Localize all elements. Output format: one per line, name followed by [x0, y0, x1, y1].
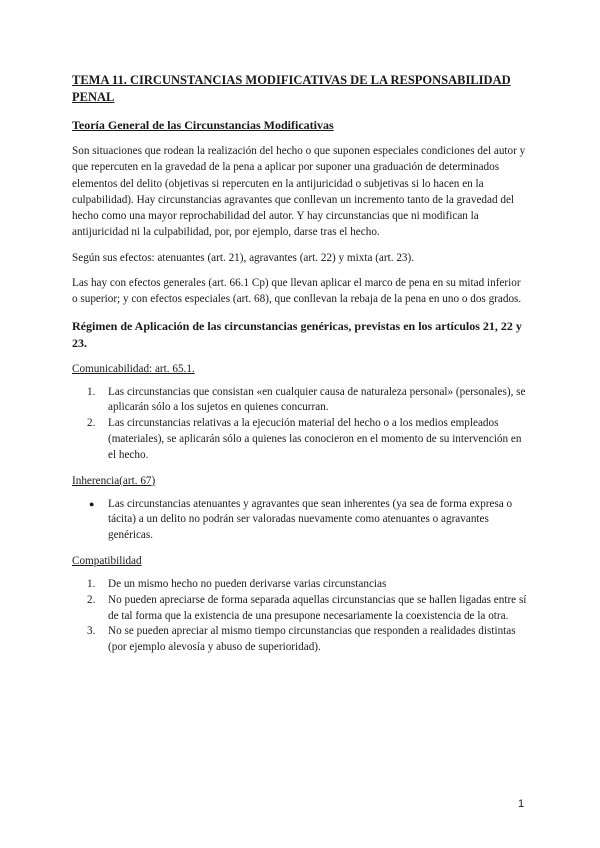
list-compatibilidad: [72, 577, 528, 656]
paragraph-segun-efectos: Según sus efectos: atenuantes (art. 21), agravantes (art. 22) y mixta (art. 23).: [72, 251, 415, 264]
page-content: [72, 72, 528, 656]
list-item-text: Las circunstancias atenuantes y agravantes que sean inherentes (ya sea de forma expresa o tácita) a un delito no podrán ser valoradas nuevamente como atenuantes o agravantes genéricas.: [108, 497, 513, 542]
list-item-text: Las circunstancias que consistan «en cualquier causa de naturaleza personal» (personales), se aplicarán sólo a los sujetos en quienes concurran.: [108, 385, 526, 414]
heading-regimen-aplicacion: Régimen de Aplicación de las circunstancias genéricas, previstas en los artículos 21, 22 y 23.: [72, 318, 522, 350]
document-title: TEMA 11. CIRCUNSTANCIAS MODIFICATIVAS DE LA RESPONSABILIDAD PENAL: [72, 73, 511, 104]
list-item: [72, 593, 528, 625]
label-inherencia: Inherencia(art. 67): [72, 474, 156, 487]
list-item-text: De un mismo hecho no pueden derivarse varias circunstancias: [108, 578, 387, 591]
list-item-text: No se pueden apreciar al mismo tiempo circunstancias que responden a realidades distintas (por ejemplo alevosía y abuso de superioridad).: [108, 625, 516, 654]
list-item: [72, 416, 528, 463]
list-marker: 1.: [87, 385, 96, 398]
list-item: [72, 577, 528, 593]
list-item: [72, 497, 528, 544]
label-comunicabilidad: Comunicabilidad: art. 65.1.: [72, 362, 195, 375]
list-marker: 1.: [87, 578, 96, 591]
bullet-icon: ●: [89, 498, 95, 509]
list-inherencia: [72, 497, 528, 544]
list-item-text: Las circunstancias relativas a la ejecución material del hecho o a los medios empleados (materiales), se aplicarán sólo a quienes las conocieron en el momento de su intervención en el hecho.: [108, 417, 522, 461]
paragraph-efectos-generales: Las hay con efectos generales (art. 66.1 Cp) que llevan aplicar el marco de pena en su mitad inferior o superior; y con efectos especiales (art. 68), que conllevan la rebaja de la pena en uno o dos grados.: [72, 277, 522, 306]
list-marker: 2.: [87, 593, 96, 606]
list-item: [72, 385, 528, 417]
label-compatibilidad: Compatibilidad: [72, 555, 142, 568]
list-comunicabilidad: [72, 385, 528, 464]
list-marker: 2.: [87, 417, 96, 430]
list-item: [72, 624, 528, 656]
list-item-text: No pueden apreciarse de forma separada aquellas circunstancias que se hallen ligadas entre sí de tal forma que la existencia de una presupone necesariamente la coexistencia de la otra.: [108, 593, 527, 622]
page-number: 1: [518, 798, 525, 810]
paragraph-definicion: Son situaciones que rodean la realización del hecho o que suponen especiales condiciones del autor y que repercuten en la gravedad de la pena a aplicar por suponer una graduación de determinados elementos del delito (objetivas si repercuten en la antijuricidad o subjetivas si lo hacen en la culpabilidad). Hay circunstancias agravantes que conllevan un incremento tanto de la gravedad del hecho como una mayor reprochabilidad del autor. Y hay circunstancias que ni modifican la antijuricidad ni la culpabilidad, por, por ejemplo, darse tras el hecho.: [72, 145, 526, 239]
list-marker: 3.: [87, 625, 96, 638]
heading-teoria-general: Teoría General de las Circunstancias Modificativas: [72, 118, 334, 132]
